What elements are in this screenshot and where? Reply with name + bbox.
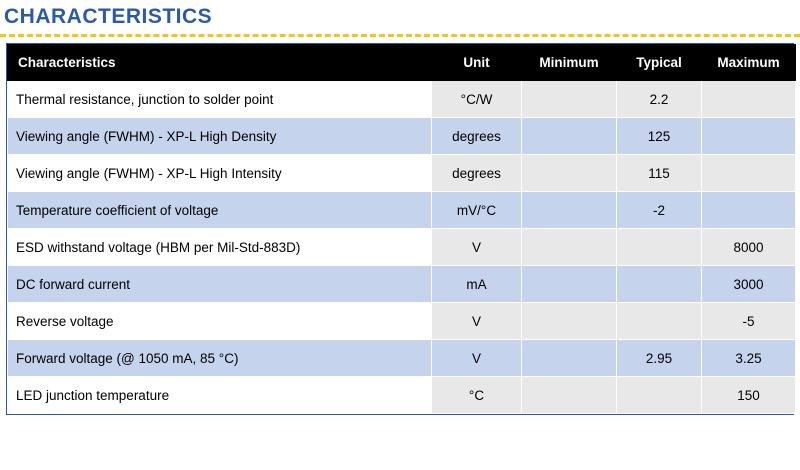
table-row (8, 192, 796, 229)
cell-maximum (702, 81, 796, 118)
characteristics-table (7, 44, 796, 414)
cell-unit: V (432, 303, 522, 340)
cell-minimum (522, 81, 617, 118)
cell-minimum (522, 118, 617, 155)
table-row (8, 377, 796, 414)
table-body (8, 81, 796, 414)
table-header (8, 45, 796, 81)
table-row (8, 118, 796, 155)
cell-maximum (702, 192, 796, 229)
table-row (8, 266, 796, 303)
page-title: CHARACTERISTICS (4, 5, 213, 28)
characteristics-table-container (6, 43, 794, 415)
cell-maximum: 150 (702, 377, 796, 414)
cell-typical: 115 (617, 155, 702, 192)
cell-unit: V (432, 340, 522, 377)
cell-maximum: 3000 (702, 266, 796, 303)
table-row (8, 340, 796, 377)
divider-dashed (0, 34, 800, 37)
cell-minimum (522, 155, 617, 192)
cell-maximum (702, 118, 796, 155)
table-header-row (8, 45, 796, 81)
cell-unit: mV/°C (432, 192, 522, 229)
cell-typical (617, 229, 702, 266)
cell-typical (617, 266, 702, 303)
cell-maximum: 8000 (702, 229, 796, 266)
column-header-typical: Typical (617, 45, 702, 81)
table-row (8, 81, 796, 118)
cell-characteristic: Thermal resistance, junction to solder point (8, 81, 432, 118)
cell-unit: degrees (432, 118, 522, 155)
cell-characteristic: ESD withstand voltage (HBM per Mil-Std-883D) (8, 229, 432, 266)
cell-unit: °C/W (432, 81, 522, 118)
cell-maximum: 3.25 (702, 340, 796, 377)
cell-unit: V (432, 229, 522, 266)
cell-unit: degrees (432, 155, 522, 192)
cell-characteristic: DC forward current (8, 266, 432, 303)
cell-typical: 2.95 (617, 340, 702, 377)
cell-maximum: -5 (702, 303, 796, 340)
cell-minimum (522, 229, 617, 266)
table-row (8, 303, 796, 340)
cell-typical: 125 (617, 118, 702, 155)
cell-characteristic: Viewing angle (FWHM) - XP-L High Density (8, 118, 432, 155)
cell-minimum (522, 377, 617, 414)
cell-typical (617, 377, 702, 414)
cell-minimum (522, 266, 617, 303)
cell-typical (617, 303, 702, 340)
cell-minimum (522, 192, 617, 229)
column-header-maximum: Maximum (702, 45, 796, 81)
cell-typical: 2.2 (617, 81, 702, 118)
cell-minimum (522, 303, 617, 340)
cell-maximum (702, 155, 796, 192)
cell-characteristic: Temperature coefficient of voltage (8, 192, 432, 229)
column-header-minimum: Minimum (522, 45, 617, 81)
column-header-characteristics: Characteristics (8, 45, 432, 81)
cell-characteristic: Forward voltage (@ 1050 mA, 85 °C) (8, 340, 432, 377)
cell-unit: °C (432, 377, 522, 414)
cell-characteristic: Viewing angle (FWHM) - XP-L High Intensity (8, 155, 432, 192)
table-row (8, 155, 796, 192)
cell-characteristic: LED junction temperature (8, 377, 432, 414)
cell-unit: mA (432, 266, 522, 303)
column-header-unit: Unit (432, 45, 522, 81)
cell-typical: -2 (617, 192, 702, 229)
cell-minimum (522, 340, 617, 377)
cell-characteristic: Reverse voltage (8, 303, 432, 340)
table-row (8, 229, 796, 266)
